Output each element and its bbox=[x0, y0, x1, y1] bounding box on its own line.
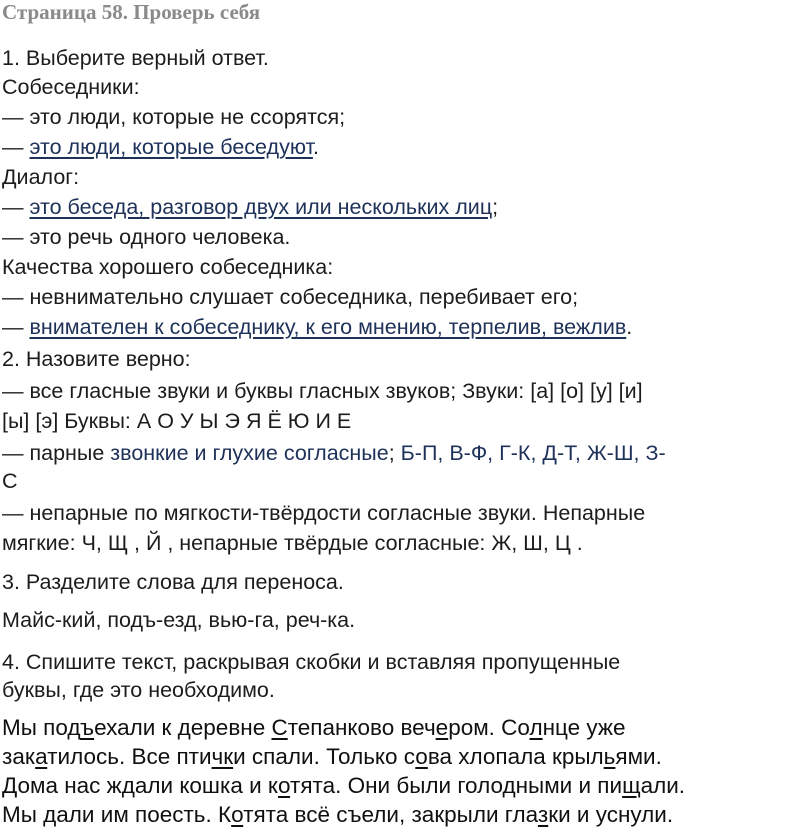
text-run: и спали. Только с bbox=[233, 744, 416, 769]
text-run: буквы, где это необходимо. bbox=[2, 678, 275, 702]
text-run: тята. Они были голодными и пи bbox=[290, 773, 623, 798]
text-run: . bbox=[626, 315, 633, 339]
underlined-letter: е bbox=[435, 715, 449, 740]
text-run: Дома нас ждали кошка и к bbox=[2, 773, 278, 798]
text-run: Майс-кий, подъ-езд, вью-га, реч-ка. bbox=[2, 608, 356, 632]
text-run: — это люди, которые не ссорятся; bbox=[2, 105, 346, 129]
q3-heading bbox=[2, 568, 344, 596]
highlight-run: Б-П, В-Ф, Г-К, Д-Т, Ж-Ш, З- bbox=[400, 441, 666, 465]
q2-paired-consonants-cont bbox=[2, 467, 18, 495]
underlined-letter: о bbox=[278, 773, 291, 798]
text-run: ва хлопала крыл bbox=[427, 744, 604, 769]
underlined-letter: а bbox=[35, 744, 48, 769]
underlined-letter: С bbox=[271, 715, 288, 740]
q4-heading-cont bbox=[2, 676, 275, 704]
text-run: Мы дали им поесть. К bbox=[2, 802, 232, 827]
q4-text-line bbox=[2, 772, 685, 800]
highlight-run: звонкие и глухие согласные bbox=[110, 441, 389, 465]
q2-letters-line bbox=[2, 407, 351, 435]
underlined-letter: чк bbox=[211, 744, 234, 769]
text-run: — все гласные звуки и буквы гласных звуков; Звуки: [а] [о] [у] [и] bbox=[2, 379, 643, 403]
text-run: — непарные по мягкости-твёрдости согласные звуки. Непарные bbox=[2, 501, 646, 525]
q3-answer bbox=[2, 606, 355, 634]
text-run: ; bbox=[492, 195, 499, 219]
text-run: ями. bbox=[615, 744, 662, 769]
q1-option-correct bbox=[2, 193, 498, 221]
text-run: Диалог: bbox=[2, 165, 80, 189]
q1-option bbox=[2, 223, 290, 251]
text-run: зак bbox=[2, 744, 36, 769]
text-run: нце уже bbox=[542, 715, 626, 740]
text-run: — bbox=[2, 195, 30, 219]
q2-paired-consonants bbox=[2, 439, 666, 467]
page-title: Страница 58. Проверь себя bbox=[2, 0, 261, 24]
q4-text-line bbox=[2, 714, 626, 742]
text-run: — bbox=[2, 315, 30, 339]
q1-option bbox=[2, 283, 578, 311]
q1-subheading-qualities bbox=[2, 253, 333, 281]
text-run: — парные bbox=[2, 441, 111, 465]
q1-option-correct bbox=[2, 133, 319, 161]
q2-unpaired-line bbox=[2, 529, 583, 557]
text-run: 3. Разделите слова для переноса. bbox=[2, 570, 344, 594]
text-run: Мы под bbox=[2, 715, 81, 740]
text-run: ехали к деревне bbox=[94, 715, 272, 740]
q1-subheading-interlocutors bbox=[2, 73, 140, 101]
q4-text-line bbox=[2, 801, 673, 829]
text-run: ки и уснули. bbox=[548, 802, 674, 827]
q4-text-line bbox=[2, 743, 662, 771]
underlined-answer: это беседа, разговор двух или нескольких лиц bbox=[29, 195, 493, 219]
underlined-answer: внимателен к собеседнику, к его мнению, терпелив, вежлив bbox=[29, 315, 627, 339]
text-run: 4. Спишите текст, раскрывая скобки и вставляя пропущенные bbox=[2, 650, 621, 674]
q1-option-correct bbox=[2, 313, 632, 341]
text-run: мягкие: Ч, Щ , Й , непарные твёрдые согласные: Ж, Ш, Ц . bbox=[2, 531, 583, 555]
underlined-letter: ь bbox=[603, 744, 616, 769]
text-run: тилось. Все пти bbox=[47, 744, 212, 769]
underlined-letter: о bbox=[231, 802, 244, 827]
text-run: тепанково веч bbox=[287, 715, 436, 740]
text-run: . bbox=[312, 135, 319, 159]
text-run: али. bbox=[640, 773, 686, 798]
underlined-letter: ъ bbox=[80, 715, 95, 740]
text-run: Качества хорошего собеседника: bbox=[2, 255, 334, 279]
text-run: Собеседники: bbox=[2, 75, 140, 99]
text-run: тята всё съели, закрыли гла bbox=[243, 802, 538, 827]
text-run: ром. Со bbox=[448, 715, 530, 740]
text-run: С bbox=[2, 469, 18, 493]
q1-subheading-dialog bbox=[2, 163, 79, 191]
text-run: 1. Выберите верный ответ. bbox=[2, 46, 269, 70]
underlined-letter: щ bbox=[622, 773, 641, 798]
text-run: 2. Назовите верно: bbox=[2, 347, 191, 371]
q2-unpaired-line bbox=[2, 499, 645, 527]
underlined-letter: о bbox=[415, 744, 428, 769]
q1-heading bbox=[2, 44, 269, 72]
q2-vowels-line bbox=[2, 377, 643, 405]
underlined-letter: з bbox=[537, 802, 549, 827]
text-run: — невнимательно слушает собеседника, перебивает его; bbox=[2, 285, 579, 309]
text-run: ; bbox=[388, 441, 401, 465]
text-run: — это речь одного человека. bbox=[2, 225, 291, 249]
underlined-answer: это люди, которые беседуют bbox=[29, 135, 313, 159]
text-run: — bbox=[2, 135, 30, 159]
q4-heading bbox=[2, 648, 620, 676]
q2-heading bbox=[2, 345, 191, 373]
text-run: [ы] [э] Буквы: А О У Ы Э Я Ё Ю И Е bbox=[2, 409, 352, 433]
q1-option bbox=[2, 103, 345, 131]
underlined-letter: л bbox=[529, 715, 543, 740]
